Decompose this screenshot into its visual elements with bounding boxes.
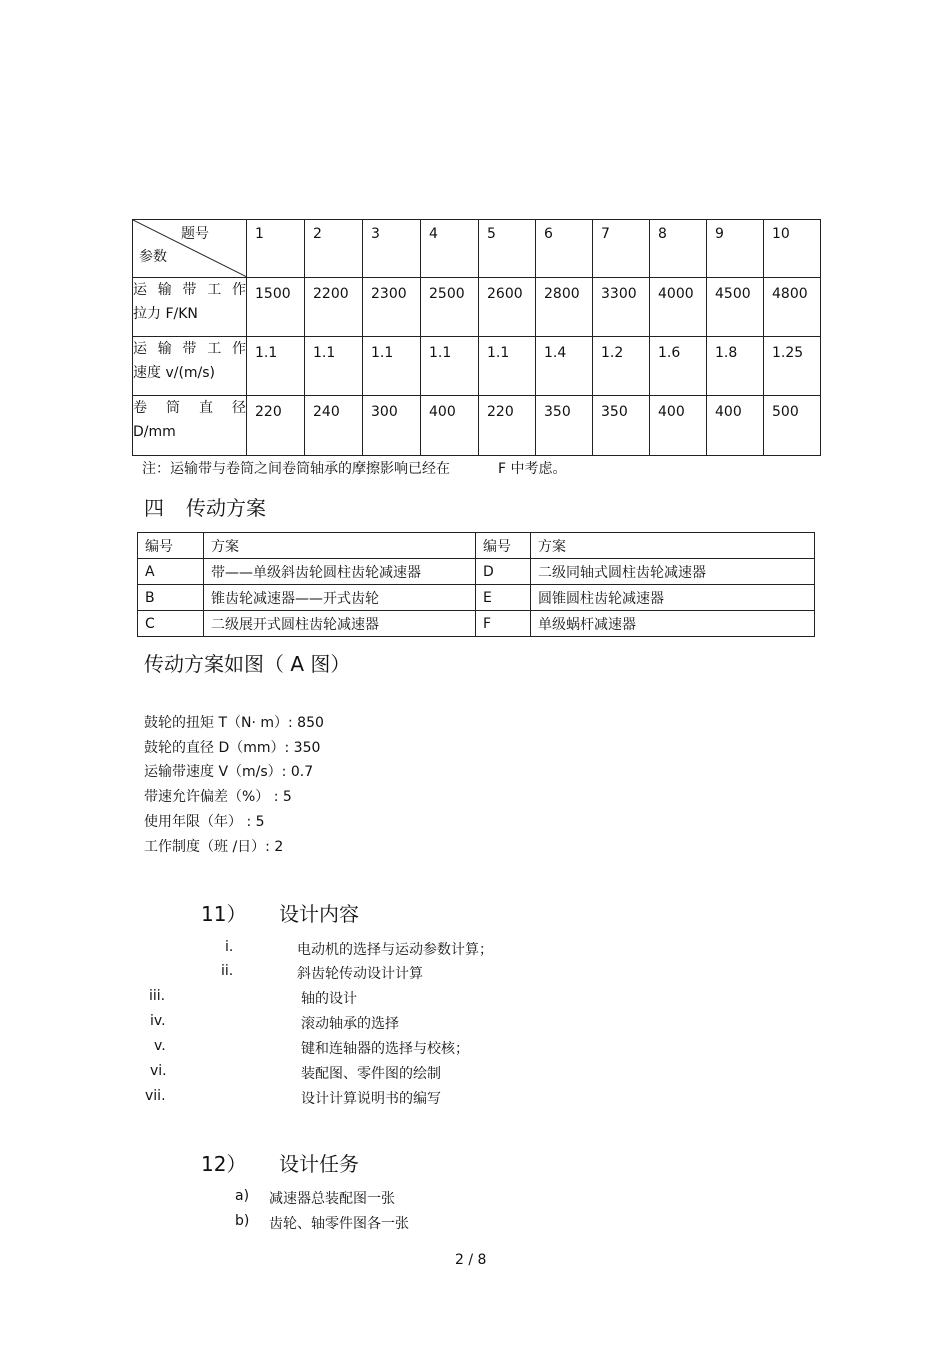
list-marker: b) <box>235 1213 250 1229</box>
table-cell: 3300 <box>593 278 650 337</box>
list-item: 键和连轴器的选择与校核； <box>301 1041 469 1057</box>
table-cell: D <box>476 559 531 585</box>
table-header-cell: 方案 <box>531 533 815 559</box>
table-cell: 220 <box>479 396 536 456</box>
list-marker: a) <box>235 1188 250 1204</box>
list-item: 齿轮、轴零件图各一张 <box>269 1216 409 1232</box>
table-row <box>133 396 821 456</box>
table-cell: E <box>476 585 531 611</box>
table-cell: 2300 <box>363 278 421 337</box>
list-item: 装配图、零件图的绘制 <box>301 1066 441 1082</box>
param-line: 使用年限（年） : 5 <box>144 814 265 830</box>
table-cell: 9 <box>707 220 764 278</box>
list-item: 电动机的选择与运动参数计算； <box>297 942 493 958</box>
table-header-row <box>138 533 815 559</box>
page-number: 2 / 8 <box>455 1252 487 1268</box>
header-parameter: 参数 <box>139 249 167 265</box>
table-cell: 4800 <box>764 278 821 337</box>
table-header-cell: 编号 <box>138 533 204 559</box>
list-marker: iv. <box>150 1013 166 1029</box>
figure-heading: 传动方案如图（ A 图） <box>144 652 351 676</box>
table-row <box>133 278 821 337</box>
table-cell: 350 <box>593 396 650 456</box>
section-heading-four: 四 传动方案 <box>144 496 266 520</box>
list-marker: vii. <box>145 1088 166 1104</box>
param-line: 工作制度（班 /日）: 2 <box>144 839 284 855</box>
table-cell: 1500 <box>247 278 305 337</box>
table-cell: 10 <box>764 220 821 278</box>
table-cell: 5 <box>479 220 536 278</box>
table-header-row <box>133 220 821 278</box>
list-item: 斜齿轮传动设计计算 <box>297 966 423 982</box>
table-cell: 1.1 <box>305 337 363 396</box>
table-cell: 2800 <box>536 278 593 337</box>
table-cell: 1.8 <box>707 337 764 396</box>
param-line: 运输带速度 V（m/s）: 0.7 <box>144 764 314 780</box>
table-cell: 单级蜗杆减速器 <box>531 611 815 637</box>
table-cell: 400 <box>421 396 479 456</box>
list-item: 滚动轴承的选择 <box>301 1016 399 1032</box>
table-row <box>133 337 821 396</box>
table-header-cell: 方案 <box>204 533 476 559</box>
table-cell: 350 <box>536 396 593 456</box>
table-cell: 240 <box>305 396 363 456</box>
table-cell: 3 <box>363 220 421 278</box>
table-cell: 2500 <box>421 278 479 337</box>
table-header-cell: 编号 <box>476 533 531 559</box>
table-cell: 7 <box>593 220 650 278</box>
table-cell: 锥齿轮减速器——开式齿轮 <box>204 585 476 611</box>
section-12-number: 12） <box>201 1152 247 1176</box>
header-question-no: 题号 <box>181 226 209 242</box>
table-cell: 二级同轴式圆柱齿轮减速器 <box>531 559 815 585</box>
list-marker: vi. <box>150 1063 167 1079</box>
table-cell: B <box>138 585 204 611</box>
param-line: 鼓轮的扭矩 T（N· m）: 850 <box>144 715 324 731</box>
section-12-title: 设计任务 <box>279 1152 359 1176</box>
table-cell: 带——单级斜齿轮圆柱齿轮减速器 <box>204 559 476 585</box>
table-row <box>138 559 815 585</box>
table-cell: 圆锥圆柱齿轮减速器 <box>531 585 815 611</box>
table-cell: 220 <box>247 396 305 456</box>
row-label: 运 输 带 工 作 速度 v/(m/s) <box>133 337 247 396</box>
table-row <box>138 585 815 611</box>
param-line: 带速允许偏差（%） : 5 <box>144 789 292 805</box>
table-cell: A <box>138 559 204 585</box>
list-marker: ii. <box>221 963 234 979</box>
table-cell: 1.1 <box>479 337 536 396</box>
table-cell: 400 <box>707 396 764 456</box>
table-cell: 4000 <box>650 278 707 337</box>
table-note: 注：运输带与卷筒之间卷筒轴承的摩擦影响已经在 F 中考虑。 <box>142 461 567 477</box>
row-label: 运 输 带 工 作 拉力 F/KN <box>133 278 247 337</box>
table-cell: 2200 <box>305 278 363 337</box>
table-cell: 1.1 <box>421 337 479 396</box>
table-cell: F <box>476 611 531 637</box>
scheme-table <box>137 532 815 637</box>
table-cell: 1 <box>247 220 305 278</box>
table-cell: 6 <box>536 220 593 278</box>
table-cell: 1.1 <box>247 337 305 396</box>
param-line: 鼓轮的直径 D（mm）: 350 <box>144 740 321 756</box>
parameter-table <box>132 219 821 456</box>
table-cell: 1.4 <box>536 337 593 396</box>
list-marker: v. <box>154 1038 166 1054</box>
section-11-title: 设计内容 <box>279 902 359 926</box>
list-item: 轴的设计 <box>301 991 357 1007</box>
table-cell: 400 <box>650 396 707 456</box>
diagonal-header-cell <box>133 220 247 278</box>
table-cell: 500 <box>764 396 821 456</box>
table-cell: 8 <box>650 220 707 278</box>
table-cell: 2 <box>305 220 363 278</box>
table-cell: C <box>138 611 204 637</box>
list-item: 减速器总装配图一张 <box>269 1191 395 1207</box>
table-cell: 二级展开式圆柱齿轮减速器 <box>204 611 476 637</box>
list-item: 设计计算说明书的编写 <box>301 1091 441 1107</box>
list-marker: i. <box>225 939 234 955</box>
row-label: 卷 筒 直 径 D/mm <box>133 396 247 456</box>
table-cell: 1.25 <box>764 337 821 396</box>
list-marker: iii. <box>149 988 166 1004</box>
table-cell: 4500 <box>707 278 764 337</box>
section-11-number: 11） <box>201 902 247 926</box>
table-row <box>138 611 815 637</box>
table-cell: 300 <box>363 396 421 456</box>
table-cell: 1.6 <box>650 337 707 396</box>
table-cell: 1.2 <box>593 337 650 396</box>
table-cell: 2600 <box>479 278 536 337</box>
table-cell: 1.1 <box>363 337 421 396</box>
table-cell: 4 <box>421 220 479 278</box>
